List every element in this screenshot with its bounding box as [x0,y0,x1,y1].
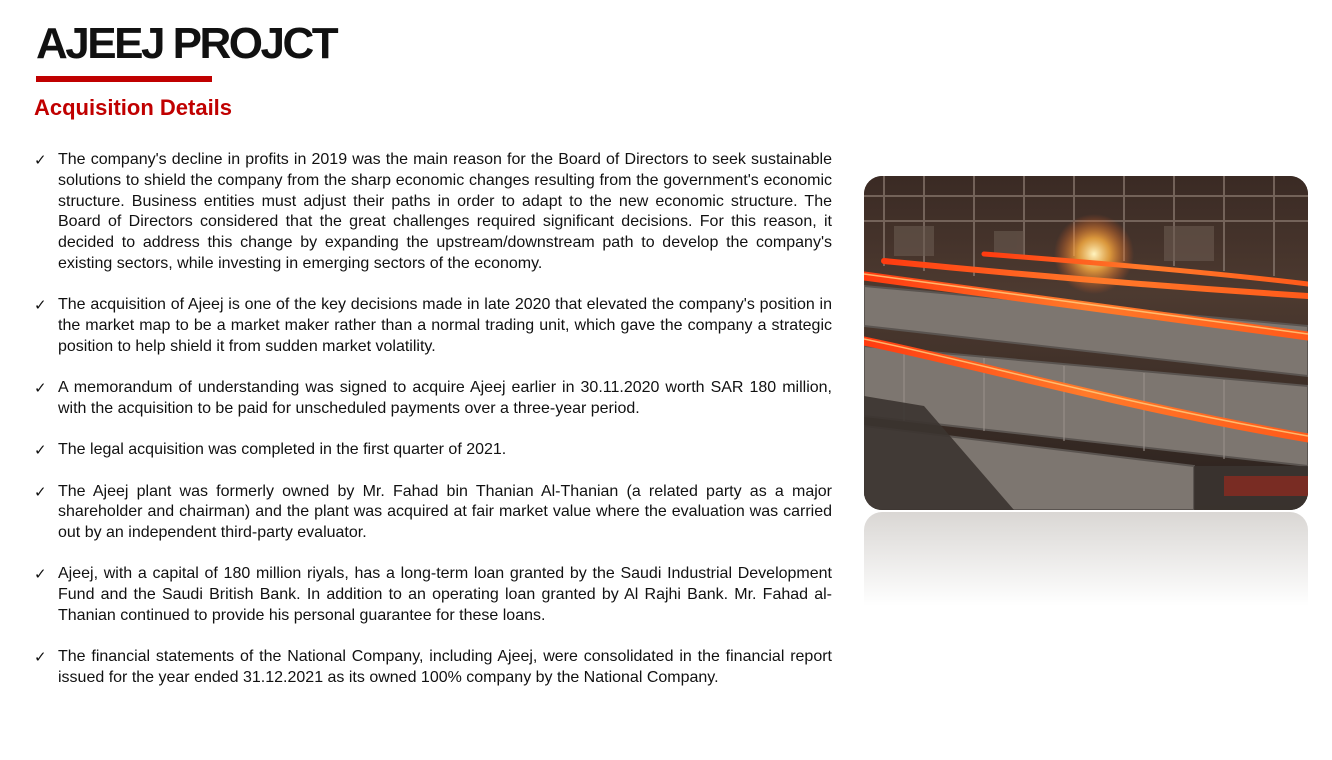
list-item [34,150,832,275]
bullet-text: The Ajeej plant was formerly owned by Mr. Fahad bin Thanian Al-Thanian (a related party as a major shareholder and chairman) and the plant was acquired at fair market value where the evaluation was carried out by an independent third-party evaluator. [58,482,832,542]
bullet-text: The company's decline in profits in 2019 was the main reason for the Board of Directors to seek sustainable solutions to shield the company from the sharp economic changes resulting from the government's economic structure. Business entities must adjust their paths in order to adapt to the new economic structure. The Board of Directors considered that the great challenges required significant decisions. For this reason, it decided to address this change by expanding the upstream/downstream path to develop the company's existing sectors, while investing in emerging sectors of the economy. [58,151,832,272]
checkmark-icon: ✓ [34,151,47,169]
list-item [34,440,832,461]
bullet-text: The legal acquisition was completed in the first quarter of 2021. [58,441,507,459]
list-item [34,564,832,626]
list-item [34,378,832,420]
checkmark-icon: ✓ [34,441,47,460]
bullet-text: The financial statements of the National Company, including Ajeej, were consolidated in the financial report issued for the year ended 31.12.2021 as its owned 100% company by the National Company. [58,648,832,687]
checkmark-icon: ✓ [34,482,47,501]
checkmark-icon: ✓ [34,648,47,667]
section-subtitle: Acquisition Details [34,95,233,120]
bullet-text: The acquisition of Ajeej is one of the key decisions made in late 2020 that elevated the company's position in the market map to be a market maker rather than a normal trading unit, which gave the company a strategic position to help shield it from sudden market volatility. [58,296,832,355]
steel-mill-photo [864,176,1308,510]
page-title: AJEEJ PROJCT [36,19,337,68]
list-item [34,295,832,357]
title-underline [36,76,212,82]
bullet-text: A memorandum of understanding was signed to acquire Ajeej earlier in 30.11.2020 worth SAR 180 million, with the acquisition to be paid for unscheduled payments over a three-year period. [58,379,832,417]
checkmark-icon: ✓ [34,379,47,398]
list-item [34,482,832,544]
bullet-list [34,150,832,709]
checkmark-icon: ✓ [34,296,47,315]
bullet-text: Ajeej, with a capital of 180 million riyals, has a long-term loan granted by the Saudi Industrial Development Fund and the Saudi British Bank. In addition to an operating loan granted by Al Rajhi Bank. Mr. Fahad al-Thanian continued to provide his personal guarantee for these loans. [58,565,832,625]
photo-container [864,176,1308,606]
checkmark-icon: ✓ [34,565,47,584]
list-item [34,647,832,689]
steel-rolling-illustration [864,176,1308,510]
photo-reflection [864,512,1308,606]
